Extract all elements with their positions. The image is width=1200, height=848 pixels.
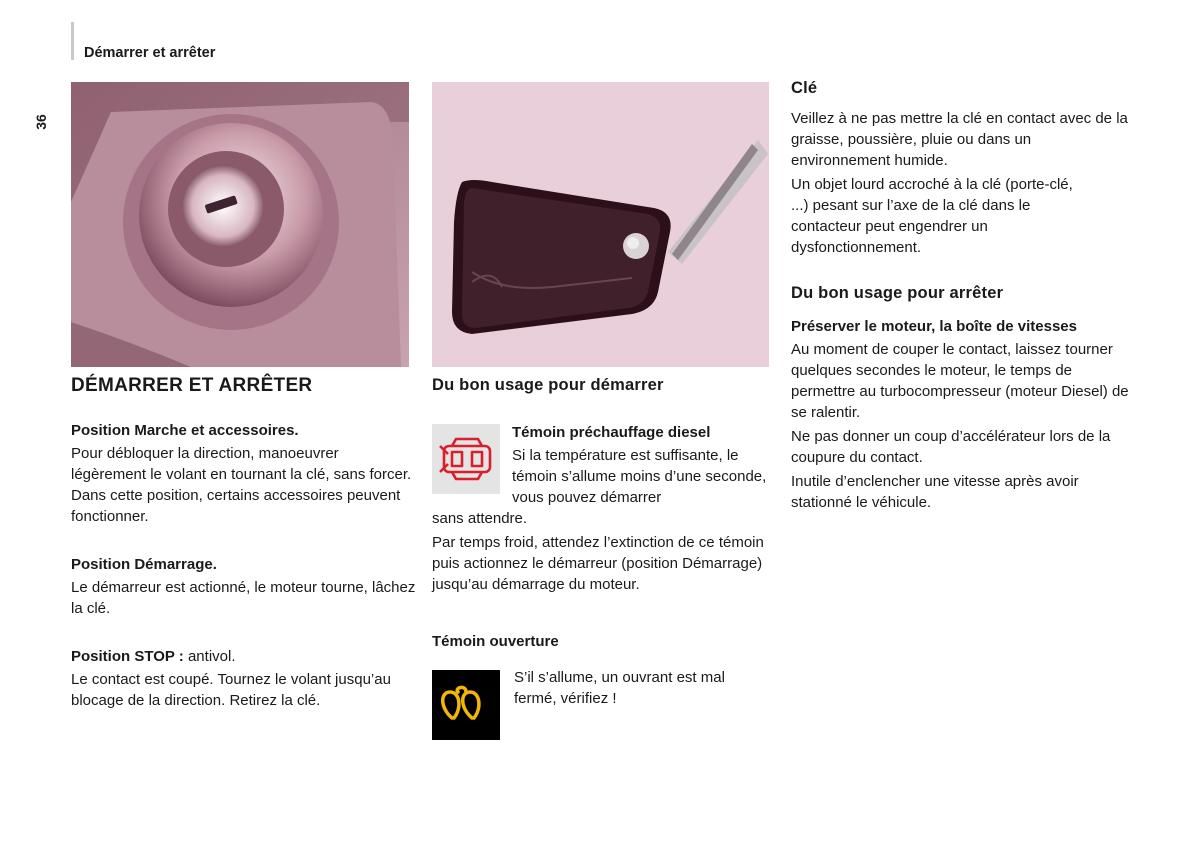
stop-text-1: Au moment de couper le contact, laissez tourner quelques secondes le moteur, le temps de permettre au turbocompresseur (moteur Diesel) de se ralentir. (791, 341, 1129, 421)
position-stop-text: Le contact est coupé. Tournez le volant jusqu’au blocage de la direction. Retirez la clé. (71, 671, 391, 709)
right-column (791, 79, 1131, 513)
position-stop-title-line (71, 646, 416, 667)
position-demarrage-title: Position Démarrage. (71, 556, 217, 573)
ignition-illustration (71, 82, 409, 367)
door-open-icon (432, 424, 500, 494)
position-marche-text: Pour débloquer la direction, manoeuvrer légèrement le volant en tournant la clé, sans forcer. Dans cette position, certains accessoires peuvent fonctionner. (71, 445, 412, 525)
preheat-continued (432, 508, 772, 595)
glow-icon-box (432, 670, 500, 740)
preheat-text-b: sans attendre. (432, 510, 528, 527)
position-marche-title: Position Marche et accessoires. (71, 422, 299, 439)
left-column (71, 375, 416, 711)
stop-text-2: Ne pas donner un coup d’accélérateur lors de la coupure du contact. (791, 428, 1111, 466)
position-stop-title-rest: antivol. (183, 648, 236, 665)
key-text-1: Veillez à ne pas mettre la clé en contact avec de la graisse, poussière, pluie ou dans un environnement humide. (791, 110, 1128, 169)
stop-text-3: Inutile d’enclencher une vitesse après avoir stationné le véhicule. (791, 473, 1079, 511)
opening-title: Témoin ouverture (432, 633, 559, 650)
opening-text: S’il s’allume, un ouvrant est mal fermé, vérifiez ! (514, 669, 725, 707)
preheat-text-a: Si la température est suffisante, le témoin s’allume moins d’une seconde, vous pouvez démarrer (512, 447, 767, 506)
key-illustration (432, 82, 769, 367)
stop-heading: Du bon usage pour arrêter (791, 284, 1004, 302)
preheat-title: Témoin préchauffage diesel (512, 424, 711, 441)
preheat-block (512, 422, 767, 508)
main-heading: DÉMARRER ET ARRÊTER (71, 375, 313, 396)
page-number: 36 (33, 114, 49, 130)
position-demarrage-text: Le démarreur est actionné, le moteur tourne, lâchez la clé. (71, 579, 416, 617)
opening-block (514, 667, 769, 709)
stop-subheading: Préserver le moteur, la boîte de vitesses (791, 318, 1077, 335)
glow-plug-icon (432, 670, 500, 740)
ignition-photo (71, 82, 409, 367)
position-stop-title: Position STOP : (71, 648, 184, 665)
key-text-2: Un objet lourd accroché à la clé (porte-clé, ...) pesant sur l’axe de la clé dans le contacteur peut engendrer un dysfonctionnement. (791, 176, 1073, 256)
key-photo (432, 82, 769, 367)
preheat-text-c: Par temps froid, attendez l’extinction de ce témoin puis actionnez le démarreur (position Démarrage) jusqu’au démarrage du moteur. (432, 534, 764, 593)
opening-title-wrap (432, 631, 559, 652)
section-title: Démarrer et arrêter (84, 45, 216, 61)
start-heading: Du bon usage pour démarrer (432, 376, 664, 394)
header-rule (71, 22, 74, 60)
door-warning-icon-box (432, 424, 500, 494)
key-heading: Clé (791, 79, 818, 97)
